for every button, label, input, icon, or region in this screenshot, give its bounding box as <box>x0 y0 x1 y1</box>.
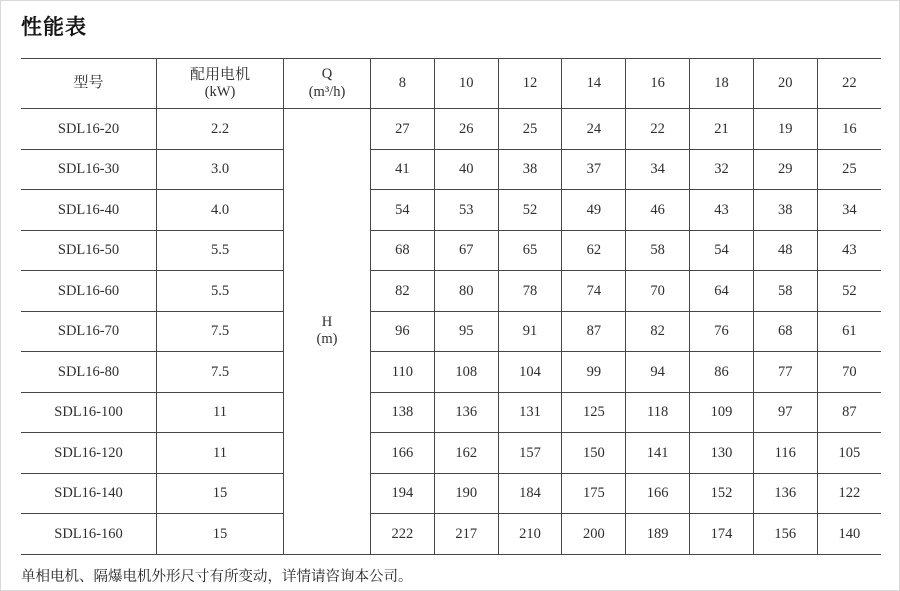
head-value-cell: 65 <box>498 230 562 271</box>
head-value-cell: 136 <box>753 473 817 514</box>
model-cell: SDL16-40 <box>21 190 157 231</box>
model-cell: SDL16-100 <box>21 392 157 433</box>
head-value-cell: 94 <box>626 352 690 393</box>
table-row <box>21 433 881 474</box>
head-value-cell: 82 <box>371 271 435 312</box>
motor-power-cell: 11 <box>157 392 284 433</box>
model-cell: SDL16-70 <box>21 311 157 352</box>
head-value-cell: 24 <box>562 109 626 150</box>
motor-power-cell: 3.0 <box>157 149 284 190</box>
table-body <box>21 109 881 555</box>
head-value-cell: 46 <box>626 190 690 231</box>
table-row <box>21 352 881 393</box>
head-value-cell: 76 <box>690 311 754 352</box>
table-row <box>21 109 881 150</box>
motor-power-cell: 5.5 <box>157 271 284 312</box>
head-value-cell: 190 <box>434 473 498 514</box>
table-row <box>21 473 881 514</box>
head-value-cell: 189 <box>626 514 690 555</box>
flow-value-header: 20 <box>753 59 817 109</box>
head-value-cell: 184 <box>498 473 562 514</box>
table-row <box>21 271 881 312</box>
head-value-cell: 136 <box>434 392 498 433</box>
head-value-cell: 34 <box>817 190 881 231</box>
head-value-cell: 80 <box>434 271 498 312</box>
head-merged-cell <box>284 109 371 555</box>
head-value-cell: 58 <box>753 271 817 312</box>
model-cell: SDL16-50 <box>21 230 157 271</box>
head-value-cell: 138 <box>371 392 435 433</box>
head-value-cell: 157 <box>498 433 562 474</box>
motor-power-cell: 4.0 <box>157 190 284 231</box>
head-value-cell: 21 <box>690 109 754 150</box>
head-value-cell: 27 <box>371 109 435 150</box>
motor-power-cell: 11 <box>157 433 284 474</box>
head-value-cell: 86 <box>690 352 754 393</box>
head-value-cell: 116 <box>753 433 817 474</box>
head-value-cell: 49 <box>562 190 626 231</box>
head-value-cell: 122 <box>817 473 881 514</box>
motor-power-cell: 7.5 <box>157 311 284 352</box>
flow-value-header: 10 <box>434 59 498 109</box>
head-value-cell: 38 <box>498 149 562 190</box>
head-value-cell: 87 <box>817 392 881 433</box>
footnote: 单相电机、隔爆电机外形尺寸有所变动，详情请咨询本公司。 <box>21 569 413 585</box>
head-value-cell: 43 <box>817 230 881 271</box>
page-title: 性能表 <box>21 16 87 39</box>
head-value-cell: 105 <box>817 433 881 474</box>
table-row <box>21 392 881 433</box>
head-value-cell: 43 <box>690 190 754 231</box>
head-value-cell: 41 <box>371 149 435 190</box>
motor-power-label: 配用电机 <box>189 66 250 83</box>
table-row <box>21 149 881 190</box>
head-value-cell: 140 <box>817 514 881 555</box>
head-value-cell: 34 <box>626 149 690 190</box>
head-value-cell: 70 <box>817 352 881 393</box>
head-value-cell: 54 <box>690 230 754 271</box>
head-value-cell: 210 <box>498 514 562 555</box>
head-unit: (m) <box>316 331 338 348</box>
head-value-cell: 78 <box>498 271 562 312</box>
head-value-cell: 130 <box>690 433 754 474</box>
table-header-row <box>21 59 881 109</box>
head-value-cell: 87 <box>562 311 626 352</box>
flow-value-header: 22 <box>817 59 881 109</box>
head-value-cell: 108 <box>434 352 498 393</box>
head-value-cell: 70 <box>626 271 690 312</box>
motor-power-cell: 15 <box>157 473 284 514</box>
head-value-cell: 53 <box>434 190 498 231</box>
head-value-cell: 110 <box>371 352 435 393</box>
head-value-cell: 125 <box>562 392 626 433</box>
model-cell: SDL16-140 <box>21 473 157 514</box>
head-value-cell: 166 <box>371 433 435 474</box>
flow-value-header: 16 <box>626 59 690 109</box>
head-value-cell: 217 <box>434 514 498 555</box>
head-value-cell: 200 <box>562 514 626 555</box>
head-value-cell: 68 <box>753 311 817 352</box>
performance-table <box>21 58 881 555</box>
head-value-cell: 222 <box>371 514 435 555</box>
head-value-cell: 25 <box>817 149 881 190</box>
head-value-cell: 64 <box>690 271 754 312</box>
motor-power-cell: 5.5 <box>157 230 284 271</box>
motor-power-cell: 2.2 <box>157 109 284 150</box>
head-value-cell: 96 <box>371 311 435 352</box>
head-value-cell: 118 <box>626 392 690 433</box>
head-value-cell: 52 <box>498 190 562 231</box>
head-value-cell: 19 <box>753 109 817 150</box>
table-row <box>21 514 881 555</box>
head-value-cell: 68 <box>371 230 435 271</box>
head-value-cell: 95 <box>434 311 498 352</box>
head-value-cell: 58 <box>626 230 690 271</box>
head-value-cell: 22 <box>626 109 690 150</box>
head-value-cell: 67 <box>434 230 498 271</box>
model-cell: SDL16-60 <box>21 271 157 312</box>
table-row <box>21 230 881 271</box>
head-value-cell: 16 <box>817 109 881 150</box>
model-cell: SDL16-120 <box>21 433 157 474</box>
head-value-cell: 104 <box>498 352 562 393</box>
model-cell: SDL16-30 <box>21 149 157 190</box>
flow-value-header: 18 <box>690 59 754 109</box>
model-cell: SDL16-20 <box>21 109 157 150</box>
model-cell: SDL16-80 <box>21 352 157 393</box>
head-value-cell: 174 <box>690 514 754 555</box>
head-value-cell: 61 <box>817 311 881 352</box>
head-value-cell: 29 <box>753 149 817 190</box>
head-value-cell: 141 <box>626 433 690 474</box>
head-value-cell: 166 <box>626 473 690 514</box>
head-value-cell: 32 <box>690 149 754 190</box>
flow-value-header: 12 <box>498 59 562 109</box>
head-value-cell: 26 <box>434 109 498 150</box>
head-label: H <box>321 313 333 330</box>
head-value-cell: 97 <box>753 392 817 433</box>
motor-power-cell: 7.5 <box>157 352 284 393</box>
head-value-cell: 82 <box>626 311 690 352</box>
head-value-cell: 91 <box>498 311 562 352</box>
head-value-cell: 152 <box>690 473 754 514</box>
motor-power-unit: (kW) <box>204 83 236 100</box>
head-value-cell: 156 <box>753 514 817 555</box>
col-header-flow <box>284 59 371 109</box>
head-value-cell: 48 <box>753 230 817 271</box>
head-value-cell: 37 <box>562 149 626 190</box>
head-value-cell: 150 <box>562 433 626 474</box>
flow-value-header: 8 <box>371 59 435 109</box>
head-value-cell: 162 <box>434 433 498 474</box>
head-value-cell: 40 <box>434 149 498 190</box>
head-value-cell: 77 <box>753 352 817 393</box>
flow-unit: (m³/h) <box>308 83 346 100</box>
head-value-cell: 131 <box>498 392 562 433</box>
head-value-cell: 175 <box>562 473 626 514</box>
head-value-cell: 54 <box>371 190 435 231</box>
table-row <box>21 311 881 352</box>
head-value-cell: 99 <box>562 352 626 393</box>
head-value-cell: 38 <box>753 190 817 231</box>
head-value-cell: 52 <box>817 271 881 312</box>
col-header-model: 型号 <box>21 59 157 109</box>
head-value-cell: 109 <box>690 392 754 433</box>
head-value-cell: 25 <box>498 109 562 150</box>
flow-value-header: 14 <box>562 59 626 109</box>
head-value-cell: 194 <box>371 473 435 514</box>
model-cell: SDL16-160 <box>21 514 157 555</box>
head-value-cell: 62 <box>562 230 626 271</box>
flow-label: Q <box>321 66 333 83</box>
motor-power-cell: 15 <box>157 514 284 555</box>
head-value-cell: 74 <box>562 271 626 312</box>
col-header-motor-power <box>157 59 284 109</box>
table-row <box>21 190 881 231</box>
